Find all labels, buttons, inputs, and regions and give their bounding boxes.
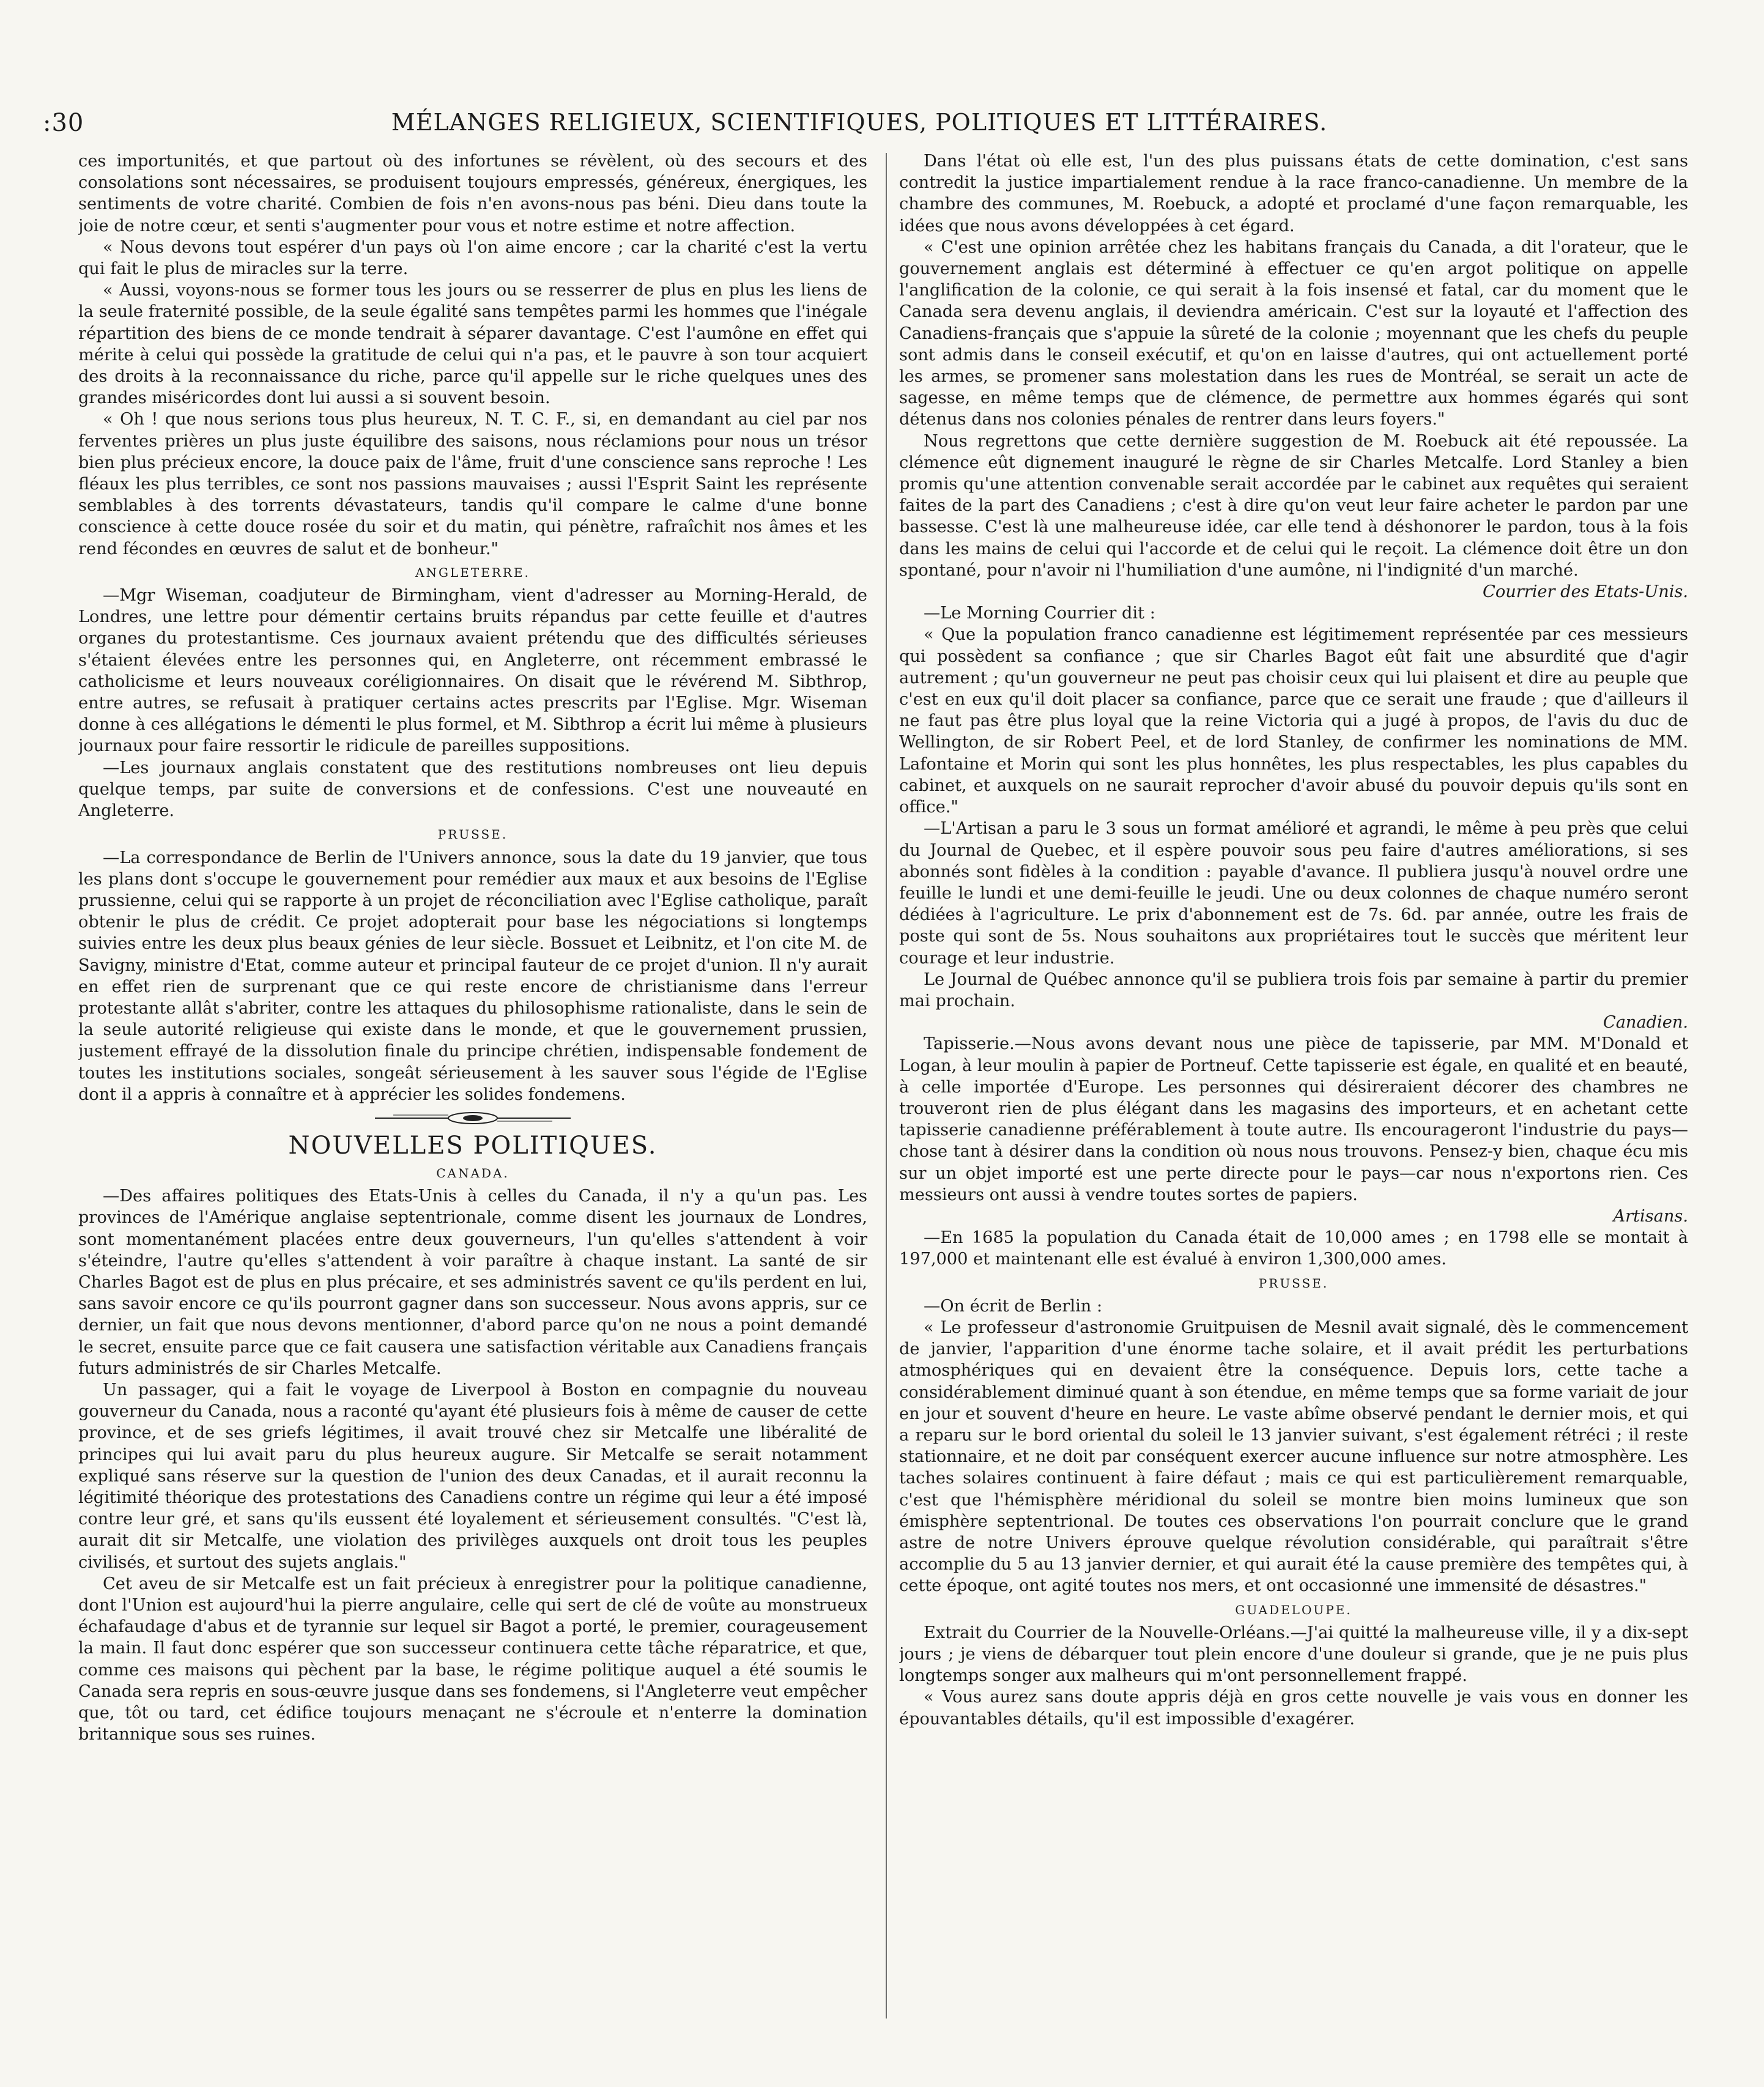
article-paragraph: —La correspondance de Berlin de l'Univers annonce, sous la date du 19 janvier, que tous les plans dont s'occupe le gouvernement pour remédier aux maux et aux besoins de l'Eglise prussienne, celui qui se rapporte à un projet de réconciliation avec l'Eglise catholique, paraît obtenir le plus de crédit. Ce projet adopterait pour base les négociations si longtemps suivies entre les deux plus beaux génies de leur siècle. Bossuet et Leibnitz, et l'on cite M. de Savigny, ministre d'Etat, comme auteur et principal fauteur de ce projet d'union. Il n'y aurait en effet rien de surprenant que ce qui reste encore de christianisme dans l'erreur protestante allât s'abriter, contre les attaques du philosophisme rationaliste, dans le sein de la seule autorité religieuse qui existe dans le monde, et que le gouvernement prussien, justement effrayé de la dissolution finale du principe chrétien, indispensable fondement de toutes les institutions sociales, songeât sérieusement à les sauver sous l'égide de l'Eglise dont il a appris à connaître et à apprécier les solides fondemens. — [78, 848, 867, 1104]
article-paragraph: ces importunités, et que partout où des infortunes se révèlent, où des secours et des consolations sont nécessaires, se produisent toujours empressés, généreux, énergiques, les sentiments de votre charité. Combien de fois n'en avons-nous pas béni. Dieu dans toute la joie de notre cœur, et senti s'augmenter pour vous et notre estime et notre affection. — [78, 152, 867, 235]
article-paragraph: —L'Artisan a paru le 3 sous un format amélioré et agrandi, le même à peu près que celui du Journal de Quebec, et il espère pouvoir sous peu faire d'autres améliorations, si ses abonnés sont fidèles à la condition : payable d'avance. Il publiera jusqu'à nouvel ordre une feuille le lundi et une demi-feuille le jeudi. Une ou deux colonnes de chaque numéro seront dédiées à l'agriculture. Le prix d'abonnement est de 7s. 6d. par année, outre les frais de poste qui sont de 5s. Nous souhaitons aux propriétaires tout le succès que méritent leur courage et leur industrie. — [899, 819, 1688, 968]
article-paragraph: « Le professeur d'astronomie Gruitpuisen de Mesnil avait signalé, dès le commencement de janvier, l'apparition d'une énorme tache solaire, et il avait prédit les perturbations atmosphériques qui en devaient être la conséquence. Depuis lors, cette tache a considérablement diminué quant à son étendue, en même temps que sa forme variait de jour en jour et souvent d'heure en heure. Le vaste abîme observé pendant le dernier mois, et qui a reparu sur le bord oriental du soleil le 13 janvier suivant, s'est également rétréci ; il reste stationnaire, et ne doit par conséquent exercer aucune influence sur notre atmosphère. Les taches solaires continuent à faire défaut ; mais ce qui est particulièrement remarquable, c'est que l'hémisphère méridional du soleil se montre bien moins lumineux que son émisphère septentrional. De toutes ces observations l'on pourrait conclure que le grand astre de notre Univers éprouve quelque révolution considérable, qui paraîtrait s'être accomplie du 5 au 13 janvier dernier, et qui aurait été la cause première des tempêtes qui, à cette époque, ont agité toutes nos mers, et ont occasionné une immensité de désastres." — [899, 1318, 1688, 1596]
article-paragraph: Dans l'état où elle est, l'un des plus puissans états de cette domination, c'est sans contredit la justice impartialement rendue à la race franco-canadienne. Un membre de la chambre des communes, M. Roebuck, a adopté et proclamé d'une façon remarquable, les idées que nous avons développées à cet égard. — [899, 152, 1688, 235]
article-paragraph: « Nous devons tout espérer d'un pays où l'on aime encore ; car la charité c'est la vertu qui fait le plus de miracles sur la terre. — [78, 237, 867, 279]
section-subheading: PRUSSE. — [437, 827, 508, 842]
article-paragraph: « Aussi, voyons-nous se former tous les jours ou se resserrer de plus en plus les liens de la seule fraternité possible, de la seule égalité sans tempêtes parmi les hommes que l'inégale répartition des biens de ce monde tendrait à séparer davantage. C'est l'aumône en effet qui mérite à celui qui possède la gratitude de celui qui n'a pas, et le pauvre à son tour acquiert des droits à la reconnaissance du riche, parce qu'il appelle sur le riche quelques unes des grandes miséricordes dont lui aussi a si souvent besoin. — [78, 281, 867, 408]
article-paragraph: —Les journaux anglais constatent que des restitutions nombreuses ont lieu depuis quelque temps, par suite de conversions et de confessions. C'est une nouveauté en Angleterre. — [78, 758, 867, 821]
article-paragraph: —On écrit de Berlin : — [924, 1296, 1103, 1316]
source-attribution: Artisans. — [1613, 1206, 1688, 1226]
section-subheading: PRUSSE. — [1258, 1275, 1329, 1291]
page-header — [43, 109, 1676, 139]
section-title: NOUVELLES POLITIQUES. — [288, 1131, 658, 1160]
article-paragraph: Un passager, qui a fait le voyage de Liverpool à Boston en compagnie du nouveau gouverneur du Canada, nous a raconté qu'ayant été plusieurs fois à même de causer de cette province, et de ses griefs légitimes, il avait trouvé chez sir Metcalfe une libéralité de principes qui lui avait paru du plus heureux augure. Sir Metcalfe se serait notamment expliqué sans réserve sur la question de l'union des deux Canadas, et il aurait reconnu la légitimité théorique des protestations des Canadiens contre un régime qui leur a été imposé contre leur gré, et sans qu'ils eussent été loyalement et sérieusement consultés. "C'est là, aurait dit sir Metcalfe, une violation des privilèges auxquels ont droit tous les peuples civilisés, et surtout des sujets anglais." — [78, 1380, 867, 1572]
source-attribution: Canadien. — [1603, 1013, 1688, 1032]
article-paragraph: « C'est une opinion arrêtée chez les habitans français du Canada, a dit l'orateur, que le gouvernement anglais est déterminé à effectuer ce qu'en argot politique on appelle l'anglification de la colonie, ce qui serait à la fois insensé et fatal, car du moment que le Canada sera devenu anglais, il deviendra américain. C'est sur la loyauté et l'affection des Canadiens-français que s'appuie la sûreté de la colonie ; moyennant que les chefs du peuple sont admis dans le conseil exécutif, et qu'on en laisse d'autres, qui ont actuellement porté les armes, se promener sans molestation dans les rues de Montréal, se serait un acte de sagesse, en même temps que de clémence, de permettre aux hommes égarés qui sont détenus dans nos colonies pénales de rentrer dans leurs foyers." — [899, 237, 1688, 429]
section-subheading: CANADA. — [436, 1165, 510, 1181]
article-paragraph: —Mgr Wiseman, coadjuteur de Birmingham, vient d'adresser au Morning-Herald, de Londres, une lettre pour démentir certains bruits répandus par cette feuille et d'autres organes du protestantisme. Ces journaux avaient prétendu que des difficultés sérieuses s'étaient élevées entre les personnes qui, en Angleterre, ont récemment embrassé le catholicisme et leurs nouveaux coréligionnaires. On disait que le révérend M. Sibthrop, entre autres, se refusait à pratiquer certains actes prescrits par l'Eglise. Mgr. Wiseman donne à ces allégations le démenti le plus formel, et M. Sibthrop a écrit lui même à plusieurs journaux pour faire ressortir le ridicule de pareilles suppositions. — [78, 586, 867, 756]
article-paragraph: —Des affaires politiques des Etats-Unis à celles du Canada, il n'y a qu'un pas. Les provinces de l'Amérique anglaise septentrionale, comme disent les journaux de Londres, sont momentanément placées entre deux gouverneurs, l'un qu'elles s'attendent à voir s'éteindre, l'autre qu'elles s'attendent à voir paraître à chaque instant. La santé de sir Charles Bagot est de plus en plus précaire, et ses administrés savent ce qu'ils perdent en lui, sans savoir encore ce qu'ils pourront gagner dans son successeur. Nous avons appris, sur ce dernier, un fait que nous devons mentionner, d'abord parce qu'on ne nous a point demandé le secret, ensuite parce que ce fait causera une satisfaction véritable aux Canadiens français futurs administrés de sir Charles Metcalfe. — [78, 1187, 867, 1378]
article-paragraph: Cet aveu de sir Metcalfe est un fait précieux à enregistrer pour la politique canadienne, dont l'Union est aujourd'hui la pierre angulaire, celle qui sert de clé de voûte au monstrueux échafaudage d'abus et de tyrannie sur lequel sir Bagot a porté, le premier, courageusement la main. Il faut donc espérer que son successeur continuera cette tâche réparatrice, et que, comme ces maisons qui pèchent par la base, le régime politique auquel a été soumis le Canada sera repris en sous-œuvre jusque dans ses fondemens, si l'Angleterre veut empêcher que, tôt ou tard, cet édifice toujours menaçant ne s'écroule et n'enterre la domination britannique sous ses ruines. — [78, 1574, 867, 1744]
source-attribution: Courrier des Etats-Unis. — [1483, 582, 1688, 602]
column-divider — [886, 153, 887, 2018]
article-paragraph: Le Journal de Québec annonce qu'il se publiera trois fois par semaine à partir du premier mai prochain. — [899, 969, 1688, 1010]
running-title: MÉLANGES RELIGIEUX, SCIENTIFIQUES, POLITIQUES ET LITTÉRAIRES. — [391, 109, 1328, 136]
section-subheading: ANGLETERRE. — [415, 565, 530, 580]
article-paragraph: Tapisserie.—Nous avons devant nous une pièce de tapisserie, par MM. M'Donald et Logan, à leur moulin à papier de Portneuf. Cette tapisserie est égale, en qualité et en beauté, à celle importée d'Europe. Les personnes qui désireraient décorer des chambres ne trouveront rien de plus élégant dans les magasins des importeurs, et en achetant cette tapisserie canadienne préférablement à toute autre. Ils encourageront l'industrie du pays—chose tant à désirer dans la condition où nous nous trouvons. Pensez-y bien, chaque écu mis sur un objet importé est une perte directe pour le pays—car nous n'exportons rien. Ces messieurs ont aussi à vendre toutes sortes de papiers. — [899, 1034, 1688, 1204]
article-paragraph: Nous regrettons que cette dernière suggestion de M. Roebuck ait été repoussée. La clémence eût dignement inauguré le règne de sir Charles Metcalfe. Lord Stanley a bien promis qu'une attention convenable serait accordée par le cabinet aux requêtes qui seraient faites de la part des Canadiens ; c'est à dire qu'on veut leur faire acheter le pardon par une bassesse. C'est là une malheureuse idée, car elle tend à déshonorer le pardon, tous à la fois dans les mains de celui qui l'accorde et de celui qui le reçoit. La clémence doit être un don spontané, pour n'avoir ni l'humiliation d'une aumône, ni l'indignité d'un marché. — [899, 431, 1688, 580]
article-paragraph: —Le Morning Courrier dit : — [924, 604, 1155, 623]
article-paragraph: Extrait du Courrier de la Nouvelle-Orléans.—J'ai quitté la malheureuse ville, il y a dix-sept jours ; je viens de débarquer tout plein encore d'une douleur si grande, que je ne puis plus longtemps songer aux malheurs qui m'ont personnellement frappé. — [899, 1623, 1688, 1686]
left-column — [78, 150, 867, 2059]
article-paragraph: « Oh ! que nous serions tous plus heureux, N. T. C. F., si, en demandant au ciel par nos ferventes prières un plus juste équilibre des saisons, nous réclamions pour nous un trésor bien plus précieux encore, la douce paix de l'âme, fruit d'une conscience sans reproche ! Les fléaux les plus terribles, ce sont nos passions mauvaises ; aussi l'Esprit Saint les représente semblables à des torrents dévastateurs, tandis qu'il compare le calme d'une bonne conscience à cette douce rosée du soir et du matin, qui pénètre, rafraîchit nos âmes et les rend fécondes en œuvres de salut et de bonheur." — [78, 410, 867, 558]
ornamental-divider — [369, 1110, 577, 1126]
article-paragraph: « Vous aurez sans doute appris déjà en gros cette nouvelle je vais vous en donner les épouvantables détails, qu'il est impossible d'exagérer. — [899, 1688, 1688, 1729]
right-column — [899, 150, 1688, 2059]
section-subheading: GUADELOUPE. — [1235, 1602, 1352, 1617]
page-number: :30 — [43, 109, 84, 137]
article-paragraph: —En 1685 la population du Canada était de 10,000 ames ; en 1798 elle se montait à 197,000 et maintenant elle est évalué à environ 1,300,000 ames. — [899, 1228, 1688, 1269]
article-paragraph: « Que la population franco canadienne est légitimement représentée par ces messieurs qui possèdent sa confiance ; que sir Charles Bagot eût fait une absurdité que d'agir autrement ; qu'un gouverneur ne peut pas choisir ceux qui lui plaisent et dire au peuple que c'est en eux qu'il doit placer sa confiance, parce que ce serait une fraude ; que d'ailleurs il ne faut pas être plus loyal que la reine Victoria qui a jugé à propos, de l'avis du duc de Wellington, de sir Robert Peel, et de lord Stanley, de confirmer les nominations de MM. Lafontaine et Morin qui sont les plus honnêtes, les plus respectables, les plus capables du cabinet, et auxquels on ne saurait reprocher d'avoir abusé du pouvoir depuis qu'ils sont en office." — [899, 625, 1688, 817]
